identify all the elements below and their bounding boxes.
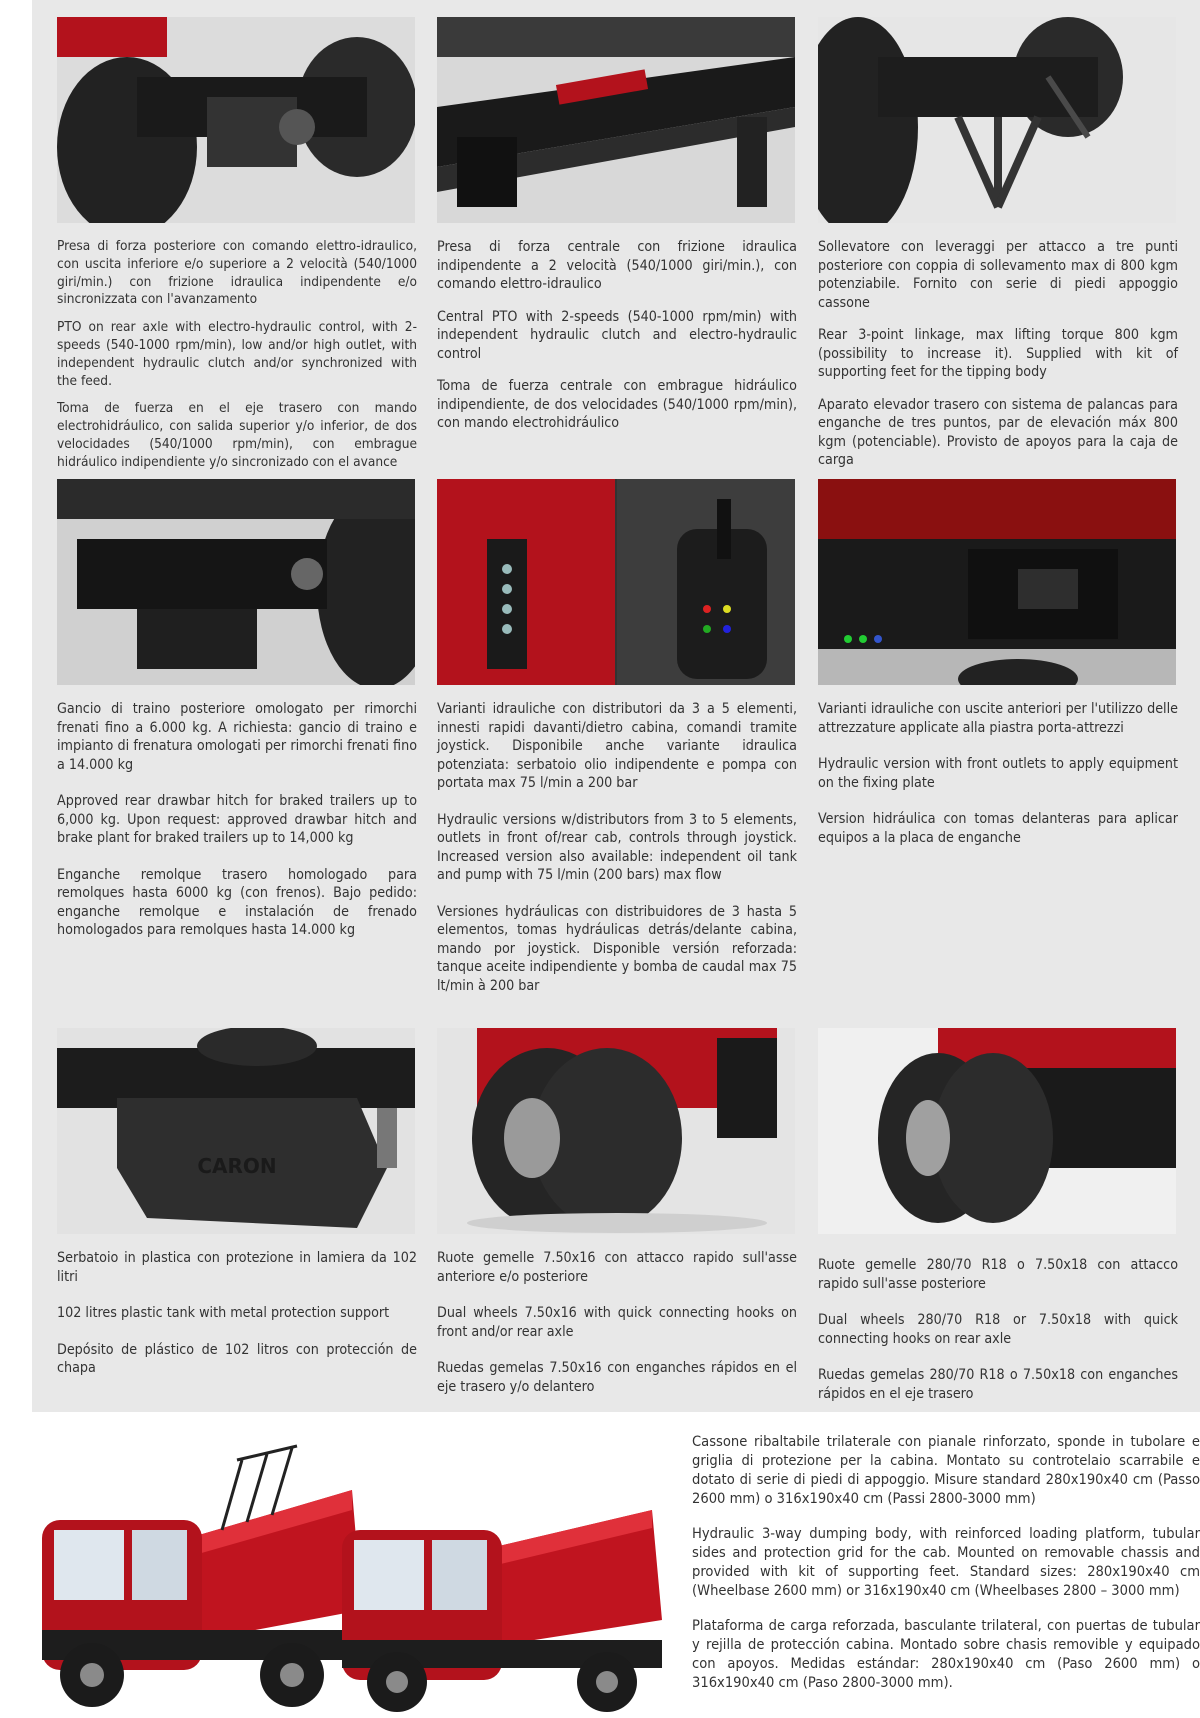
front-outlets-text-en: Hydraulic version with front outlets to apply equipment on the fixing plate — [818, 756, 1178, 791]
drawbar-text-en: Approved rear drawbar hitch for braked trailers up to 6,000 kg. Upon request: approved drawbar hitch and brake plant for braked trailers up to 14,000 kg — [57, 793, 417, 846]
hydraulic-distributors-text-es: Versiones hydráulicas con distribuidores de 3 hasta 5 elementos, tomas hydráulicas detrás/delante cabina, mando por joystick. Disponible versión reforzada: tanque aceite indipendiente y bomba de caudal max 75 lt/min à 200 bar — [437, 903, 797, 994]
dual-wheels-18-text-en: Dual wheels 280/70 R18 or 7.50x18 with quick connecting hooks on rear axle — [818, 1312, 1178, 1347]
dual-wheels-18-photo — [818, 1028, 1176, 1234]
rear-pto-description — [57, 238, 417, 472]
dual-wheels-18-text-es: Ruedas gemelas 280/70 R18 o 7.50x18 con enganches rápidos en el eje trasero — [818, 1367, 1178, 1402]
linkage-text-en: Rear 3-point linkage, max lifting torque 800 kgm (possibility to increase it). Supplied with kit of supporting feet for the tipping body — [818, 327, 1178, 380]
plastic-tank-photo — [57, 1028, 415, 1234]
rear-pto-text-es: Toma de fuerza en el eje trasero con mando electrohidráulico, con salida superior y/o inferior, de dos velocidades (540/1000 rpm/min), con embrague hidráulico indipendiente y/o sincronizado con el avance — [57, 400, 417, 470]
tipping-body-text-en: Hydraulic 3-way dumping body, with reinforced loading platform, tubular sides and protection grid for the cab. Mounted on removable chassis and provided with kit of supporting feet. Standard sizes: 280x190x40 cm (Wheelbase 2600 mm) or 316x190x40 cm (Wheelbases 2800 – 3000 mm) — [692, 1525, 1200, 1599]
plastic-tank-text-it: Serbatoio in plastica con protezione in lamiera da 102 litri — [57, 1250, 417, 1285]
linkage-description — [818, 238, 1178, 470]
linkage-text-it: Sollevatore con leveraggi per attacco a tre punti posteriore con coppia di sollevamento max di 800 kgm potenziabile. Fornito con serie di piedi appoggio cassone — [818, 239, 1178, 311]
tipping-body-description — [692, 1432, 1200, 1692]
rear-pto-text-it: Presa di forza posteriore con comando elettro-idraulico, con uscita inferiore e/o superiore a 2 velocità (540/1000 giri/min.) con frizione idraulica indipendente e/o sincronizzata con l'avanzamento — [57, 238, 417, 308]
hydraulic-distributors-text-it: Varianti idrauliche con distributori da 3 a 5 elementi, innesti rapidi davanti/dietro cabina, comandi tramite joystick. Disponibile anche variante idraulica potenziata: serbatoio olio indipendente e pompa con portata max 75 l/min a 200 bar — [437, 701, 797, 791]
central-pto-photo — [437, 17, 795, 223]
plastic-tank-text-es: Depósito de plástico de 102 litros con protección de chapa — [57, 1341, 417, 1376]
tank-brand-logo: CARON — [197, 1154, 277, 1178]
drawbar-text-it: Gancio di traino posteriore omologato per rimorchi frenati fino a 6.000 kg. A richiesta: gancio di traino e impianto di frenatura omologati per rimorchi frenati fino a 14.000 kg — [57, 701, 417, 773]
front-outlets-description — [818, 700, 1178, 861]
rear-pto-text-en: PTO on rear axle with electro-hydraulic control, with 2-speeds (540-1000 rpm/min), low and/or high outlet, with independent hydraulic clutch and/or synchronized with the feed. — [57, 319, 417, 389]
dual-wheels-18-text-it: Ruote gemelle 280/70 R18 o 7.50x18 con attacco rapido sull'asse posteriore — [818, 1257, 1178, 1292]
front-outlets-text-it: Varianti idrauliche con uscite anteriori per l'utilizzo delle attrezzature applicate alla piastra porta-attrezzi — [818, 701, 1178, 736]
drawbar-description — [57, 700, 417, 954]
dual-wheels-16-description — [437, 1249, 797, 1410]
hydraulic-distributors-description — [437, 700, 797, 1009]
front-outlets-text-es: Version hidráulica con tomas delanteras para aplicar equipos a la placa de enganche — [818, 811, 1178, 846]
dual-wheels-16-photo — [437, 1028, 795, 1234]
central-pto-text-es: Toma de fuerza centrale con embrague hidráulico indipendiente, de dos velocidades (540/1000 rpm/min), con mando electrohidráulico — [437, 378, 797, 431]
central-pto-text-en: Central PTO with 2-speeds (540-1000 rpm/min) with independent hydraulic clutch and electro-hydraulic control — [437, 308, 797, 362]
central-pto-text-it: Presa di forza centrale con frizione idraulica indipendente a 2 velocità (540/1000 giri/min.), con comando elettro-idraulico — [437, 239, 797, 292]
dual-wheels-18-description — [818, 1256, 1178, 1417]
central-pto-description — [437, 238, 797, 447]
tipping-body-text-es: Plataforma de carga reforzada, basculante trilateral, con puertas de tubular y rejilla de protección cabina. Montado sobre chasis removible y equipado con apoyos. Medidas estándar: 280x190x40 cm (Paso 2600 mm) o 316x190x40 cm (Paso 2800-3000 mm). — [692, 1617, 1200, 1691]
front-hydraulic-outlets-photo — [818, 479, 1176, 685]
three-point-linkage-photo — [818, 17, 1176, 223]
dual-wheels-16-text-es: Ruedas gemelas 7.50x16 con enganches rápidos en el eje trasero y/o delantero — [437, 1360, 797, 1395]
tipping-body-text-it: Cassone ribaltabile trilaterale con pianale rinforzato, sponde in tubolare e griglia di protezione per la cabina. Montato su controtelaio scarrabile e dotato di serie di piedi di appoggio. Misure standard 280x190x40 cm (Passo 2600 mm) o 316x190x40 cm (Passi 2800-3000 mm) — [692, 1433, 1200, 1507]
drawbar-hitch-photo — [57, 479, 415, 685]
dual-wheels-16-text-it: Ruote gemelle 7.50x16 con attacco rapido sull'asse anteriore e/o posteriore — [437, 1250, 797, 1285]
drawbar-text-es: Enganche remolque trasero homologado para remolques hasta 6000 kg (con frenos). Bajo pedido: enganche remolque e instalación de frenado homologados para remolques hasta 14.000 kg — [57, 866, 417, 938]
hydraulic-distributors-text-en: Hydraulic versions w/distributors from 3 to 5 elements, outlets in front of/rear cab, controls through joystick. Increased version also available: independent oil tank and pump with 75 l/min (200 bars) max flow — [437, 811, 797, 883]
hydraulic-distributors-photo — [437, 479, 795, 685]
linkage-text-es: Aparato elevador trasero con sistema de palancas para enganche de tres puntos, par de elevación máx 800 kgm (potenciable). Provisto de apoyos para la caja de carga — [818, 396, 1178, 468]
dual-wheels-16-text-en: Dual wheels 7.50x16 with quick connecting hooks on front and/or rear axle — [437, 1305, 797, 1340]
rear-pto-photo — [57, 17, 415, 223]
tipping-body-vehicles-photo — [32, 1430, 682, 1714]
plastic-tank-description — [57, 1249, 417, 1392]
plastic-tank-text-en: 102 litres plastic tank with metal protection support — [57, 1305, 390, 1321]
